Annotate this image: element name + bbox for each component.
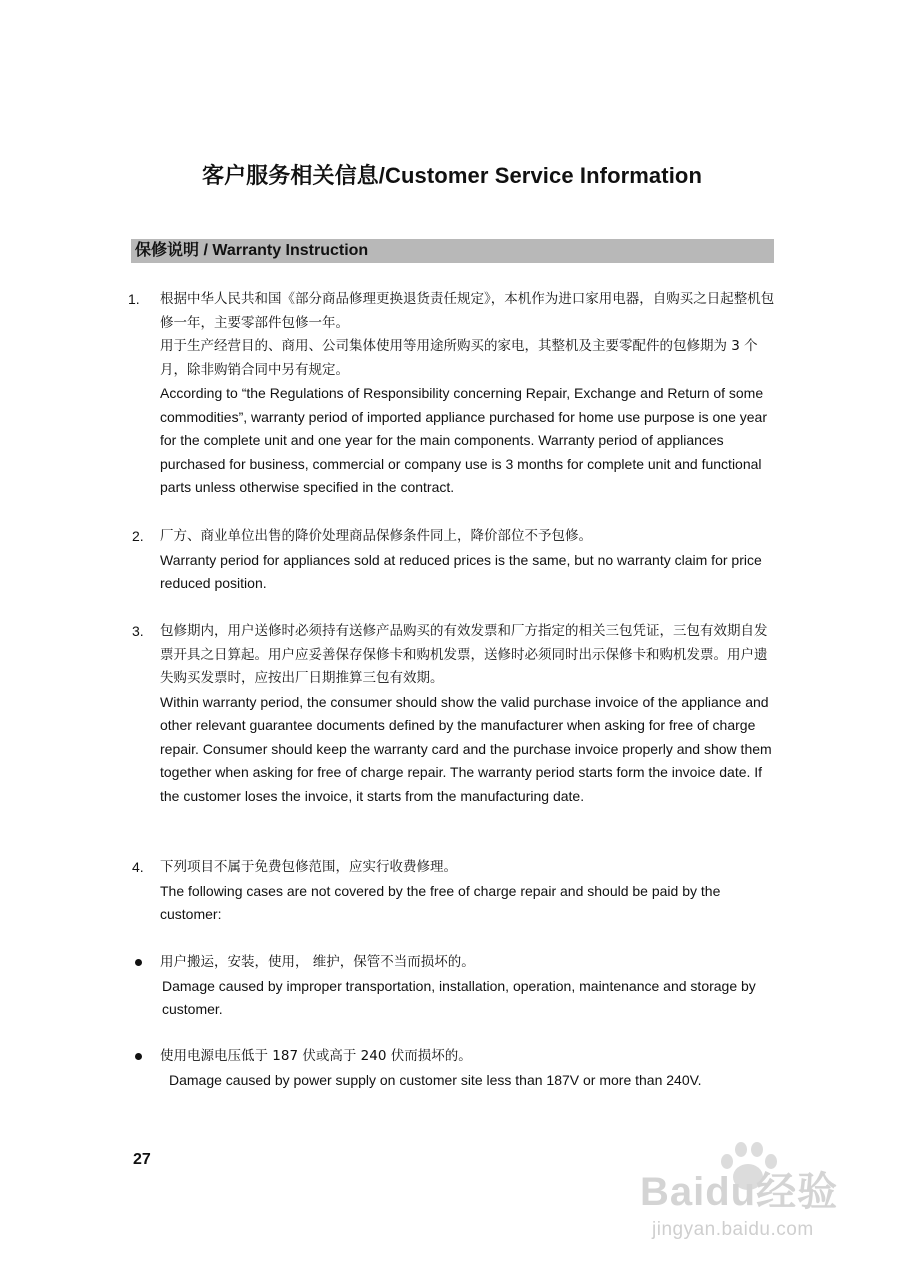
bullet-body xyxy=(160,1045,782,1092)
item-text-english: Within warranty period, the consumer should show the valid purchase invoice of the appliance and other relevant guarantee documents defined by the manufacturer when asking for free of charge repair. Consumer should keep the warranty card and the purchase invoice properly and show them together when asking for free of charge repair. The warranty period starts form the invoice date. If the customer loses the invoice, it starts from the manufacturing date. xyxy=(160,693,772,804)
item-text-chinese: 下列项目不属于免费包修范围，应实行收费修理。 xyxy=(160,859,457,875)
item-text-chinese: 厂方、商业单位出售的降价处理商品保修条件同上，降价部位不予包修。 xyxy=(160,528,592,544)
item-text-english: According to “the Regulations of Responsibility concerning Repair, Exchange and Return of some commodities”, warranty period of imported appliance purchased for home use purpose is one year for the complete unit and one year for the main components. Warranty period of appliances purchased for business, commercial or company use is 3 months for complete unit and functional parts unless otherwise specified in the contract. xyxy=(160,385,767,495)
bullet-body xyxy=(160,951,782,1022)
page-title: 客户服务相关信息/Customer Service Information xyxy=(201,163,702,188)
watermark xyxy=(640,1140,890,1250)
item-body xyxy=(160,856,780,927)
item-text-english: The following cases are not covered by the free of charge repair and should be paid by the customer: xyxy=(160,882,721,922)
page-number: 27 xyxy=(133,1151,151,1168)
item-text-chinese: 根据中华人民共和国《部分商品修理更换退货责任规定》，本机作为进口家用电器，自购买之日起整机包修一年，主要零部件包修一年。 xyxy=(160,291,775,331)
section-title: 保修说明 / Warranty Instruction xyxy=(135,242,369,259)
item-text-chinese: 包修期内，用户送修时必须持有送修产品购买的有效发票和厂方指定的相关三包凭证，三包有效期自发票开具之日算起。用户应妥善保存保修卡和购机发票，送修时必须同时出示保修卡和购机发票。用户遗失购买发票时，应按出厂日期推算三包有效期。 xyxy=(160,623,768,686)
item-number: 2. xyxy=(132,528,144,544)
watermark-url: jingyan.baidu.com xyxy=(652,1219,814,1240)
item-body xyxy=(160,525,780,596)
bullet-dot-icon xyxy=(135,959,142,966)
item-body xyxy=(160,288,780,500)
item-text-english: Warranty period for appliances sold at reduced prices is the same, but no warranty claim for price reduced position. xyxy=(160,551,762,591)
bullet-dot-icon xyxy=(135,1053,142,1060)
watermark-logo-text: Baidu经验 xyxy=(640,1170,839,1214)
bullet-text-english: Damage caused by improper transportation, installation, operation, maintenance and storage by customer. xyxy=(162,977,756,1017)
item-body xyxy=(160,620,780,808)
bullet-text-english: Damage caused by power supply on customer site less than 187V or more than 240V. xyxy=(169,1071,702,1088)
item-text-chinese-2: 用于生产经营目的、商用、公司集体使用等用途所购买的家电，其整机及主要零配件的包修期为 3 个月，除非购销合同中另有规定。 xyxy=(160,338,758,378)
item-number: 3. xyxy=(132,623,144,639)
bullet-text-chinese: 用户搬运，安装，使用， 维护，保管不当而损坏的。 xyxy=(160,954,475,970)
item-number: 4. xyxy=(132,859,144,875)
section-header-bar xyxy=(131,239,774,263)
item-number: 1. xyxy=(128,291,140,307)
bullet-text-chinese: 使用电源电压低于 187 伏或高于 240 伏而损坏的。 xyxy=(160,1048,472,1064)
